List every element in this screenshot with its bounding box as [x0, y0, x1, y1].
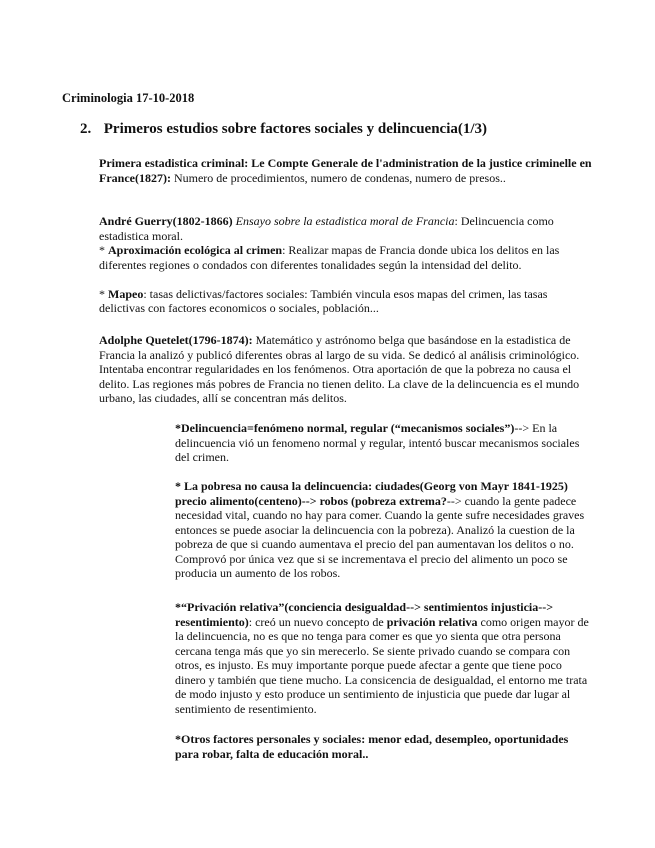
paragraph-bold: Primera estadistica criminal: Le Compte Generale de l'administration de la justice criminelle en France(1827):	[99, 156, 592, 185]
book-title: Ensayo sobre la estadistica moral de Francia	[232, 214, 455, 228]
paragraph-text: --> cuando la gente padece necesidad vital, cuando no hay para comer. Cuando la gente sufre necesidades graves entonces se puede asociar la delincuencia con la pobreza). Analizó la cuestion de la pobreza de que si cuando aumentava el precio del pan aumentavan los delitos o no. Comprovó por única vez que si se incrementava el precio del alimento un poco se producia un aumento de los robos.	[175, 493, 585, 580]
section-number: 2.	[80, 121, 92, 137]
paragraph-bold: André Guerry(1802-1866)	[99, 214, 233, 228]
paragraph-bold: * La pobresa no causa la delincuencia: ciudades(Georg von Mayr 1841-1925) precio alimento(centeno)--> robos (pobreza extrema?	[175, 479, 568, 508]
star-marker: *	[99, 243, 108, 257]
paragraph-bold: Aproximación ecológica al crimen	[108, 243, 283, 257]
paragraph-bold: *“Privación relativa”(conciencia desigualdad--> sentimientos injusticia--> resentimiento)	[175, 600, 554, 629]
paragraph-bold: Mapeo	[108, 286, 144, 301]
paragraph-bold: *Otros factores personales y sociales: menor edad, desempleo, oportunidades para robar, falta de educación moral..	[175, 732, 569, 761]
star-marker: *	[99, 286, 108, 301]
paragraph-text: como origen mayor de la delincuencia, no es que no tenga para comer es que yo sienta que otra persona cercana tenga más que yo sin merecerlo. Se siente privado cuando se compara con otros, es injusto. Es muy importante porque puede afectar a gente que tiene poco dinero y también que tiene mucho. La consicencia de desigualdad, el entorno me trata de modo injusto y esto produce un sentimiento de injusticia que puede dar lugar al sentimiento de resentimiento.	[175, 614, 589, 716]
paragraph-text: Matemático y astrónomo belga que basándose en la estadistica de Francia la analizó y publicó diferentes obras al largo de su vida. Se dedicó al análisis criminológico. Intentaba encontrar regularidades en los fenómenos. Otra aportación de que la pobreza no causa el delito. Las regiones más pobres de Francia no tienen delito. La clave de la delincuencia es el mundo urbano, las ciudades, allí se concentran más delitos.	[99, 333, 580, 405]
subparagraph-fenomeno-normal	[175, 421, 595, 465]
paragraph-estadistica-criminal	[99, 156, 594, 185]
subparagraph-privacion-relativa	[175, 600, 595, 716]
paragraph-text: : Delincuencia como estadistica moral.	[99, 214, 554, 243]
paragraph-text: Numero de procedimientos, numero de condenas, numero de presos..	[170, 170, 506, 185]
paragraph-bold: *Delincuencia=fenómeno normal, regular (“mecanismos sociales”)	[175, 421, 515, 435]
paragraph-text: : tasas delictivas/factores sociales: También vincula esos mapas del crimen, las tasas delictivas con factores economicos o sociales, población...	[99, 286, 548, 315]
paragraph-text: --> En la delincuencia vió un fenomeno normal y regular, intentó buscar mecanismos sociales del crimen.	[175, 421, 580, 464]
document-title: Criminologia 17-10-2018	[62, 91, 195, 105]
subparagraph-otros-factores	[175, 732, 595, 761]
section-heading-text: Primeros estudios sobre factores sociales y delincuencia(1/3)	[103, 121, 488, 137]
section-heading	[80, 121, 487, 138]
paragraph-bold: Adolphe Quetelet(1796-1874):	[99, 333, 253, 347]
paragraph-quetelet	[99, 333, 594, 406]
paragraph-andre-guerry	[99, 214, 594, 316]
paragraph-text: : Realizar mapas de Francia donde ubica los delitos en las diferentes regiones o condados con diferentes tonalidades según la intensidad del delito.	[99, 243, 560, 272]
subparagraph-pobreza	[175, 479, 595, 581]
paragraph-text: : creó un nuevo concepto de	[248, 614, 387, 629]
paragraph-bold: privación relativa	[386, 614, 478, 629]
